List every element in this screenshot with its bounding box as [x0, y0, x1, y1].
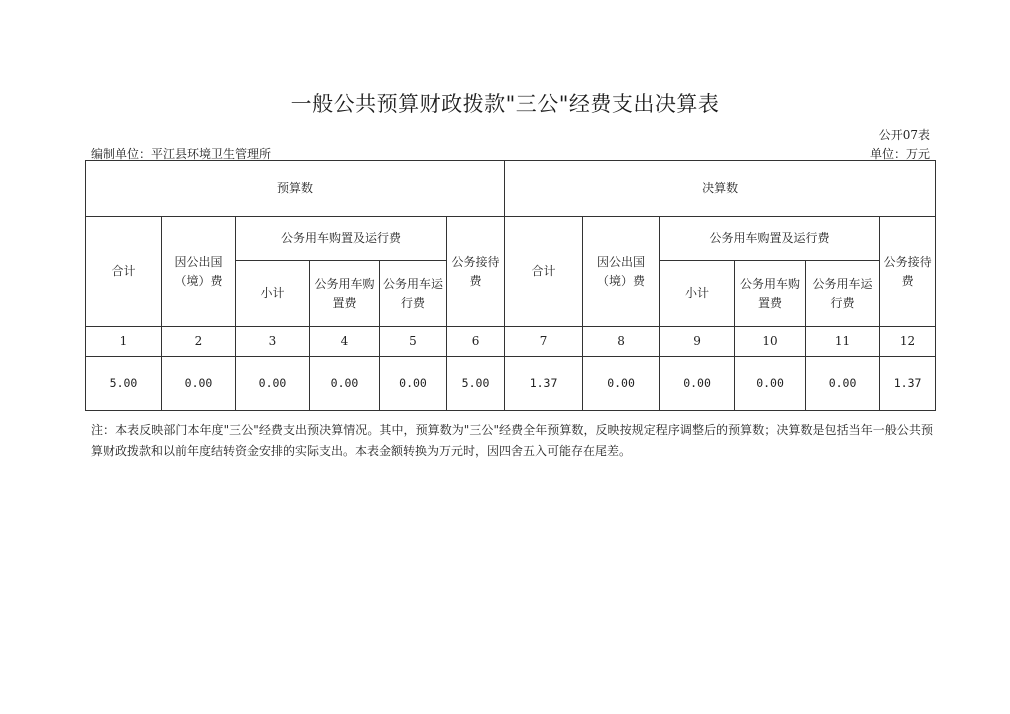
final-group-header: 决算数 [505, 161, 936, 217]
budget-abroad-value: 0.00 [162, 357, 236, 411]
group-header-row [86, 161, 936, 217]
final-total-header: 合计 [505, 217, 583, 327]
budget-total-value: 5.00 [86, 357, 162, 411]
column-number: 5 [380, 327, 447, 357]
column-number: 8 [583, 327, 660, 357]
column-number: 4 [310, 327, 380, 357]
budget-vehicle-purchase-header: 公务用车购置费 [310, 261, 380, 327]
column-number: 10 [735, 327, 806, 357]
header-row-1 [86, 217, 936, 261]
final-vehicle-group-header: 公务用车购置及运行费 [660, 217, 880, 261]
budget-reception-value: 5.00 [447, 357, 505, 411]
final-vehicle-purchase-value: 0.00 [735, 357, 806, 411]
budget-total-header: 合计 [86, 217, 162, 327]
budget-abroad-header: 因公出国（境）费 [162, 217, 236, 327]
budget-vehicle-operation-header: 公务用车运行费 [380, 261, 447, 327]
final-total-value: 1.37 [505, 357, 583, 411]
final-vehicle-operation-header: 公务用车运行费 [806, 261, 880, 327]
column-number: 9 [660, 327, 735, 357]
budget-group-header: 预算数 [86, 161, 505, 217]
column-number: 7 [505, 327, 583, 357]
form-number: 公开07表 [878, 128, 930, 142]
footnote: 注：本表反映部门本年度"三公"经费支出预决算情况。其中，预算数为"三公"经费全年预算数，反映按规定程序调整后的预算数；决算数是包括当年一般公共预算财政拨款和以前年度结转资金安排的实际支出。本表金额转换为万元时，因四舍五入可能存在尾差。 [91, 423, 933, 458]
budget-subtotal-header: 小计 [236, 261, 310, 327]
column-number: 11 [806, 327, 880, 357]
final-vehicle-subtotal-value: 0.00 [660, 357, 735, 411]
three-public-expenses-table [85, 160, 936, 411]
column-number-row [86, 327, 936, 357]
budget-reception-header: 公务接待费 [447, 217, 505, 327]
final-vehicle-purchase-header: 公务用车购置费 [735, 261, 806, 327]
final-reception-header: 公务接待费 [880, 217, 936, 327]
final-reception-value: 1.37 [880, 357, 936, 411]
budget-vehicle-purchase-value: 0.00 [310, 357, 380, 411]
value-row [86, 357, 936, 411]
final-abroad-header: 因公出国（境）费 [583, 217, 660, 327]
budget-vehicle-subtotal-value: 0.00 [236, 357, 310, 411]
currency-unit: 单位：万元 [869, 147, 930, 161]
column-number: 3 [236, 327, 310, 357]
column-number: 6 [447, 327, 505, 357]
budget-vehicle-group-header: 公务用车购置及运行费 [236, 217, 447, 261]
final-abroad-value: 0.00 [583, 357, 660, 411]
page-title: 一般公共预算财政拨款"三公"经费支出决算表 [290, 92, 720, 116]
final-subtotal-header: 小计 [660, 261, 735, 327]
column-number: 12 [880, 327, 936, 357]
final-vehicle-operation-value: 0.00 [806, 357, 880, 411]
column-number: 2 [162, 327, 236, 357]
compiling-unit: 编制单位：平江县环境卫生管理所 [91, 147, 272, 161]
budget-vehicle-operation-value: 0.00 [380, 357, 447, 411]
column-number: 1 [86, 327, 162, 357]
